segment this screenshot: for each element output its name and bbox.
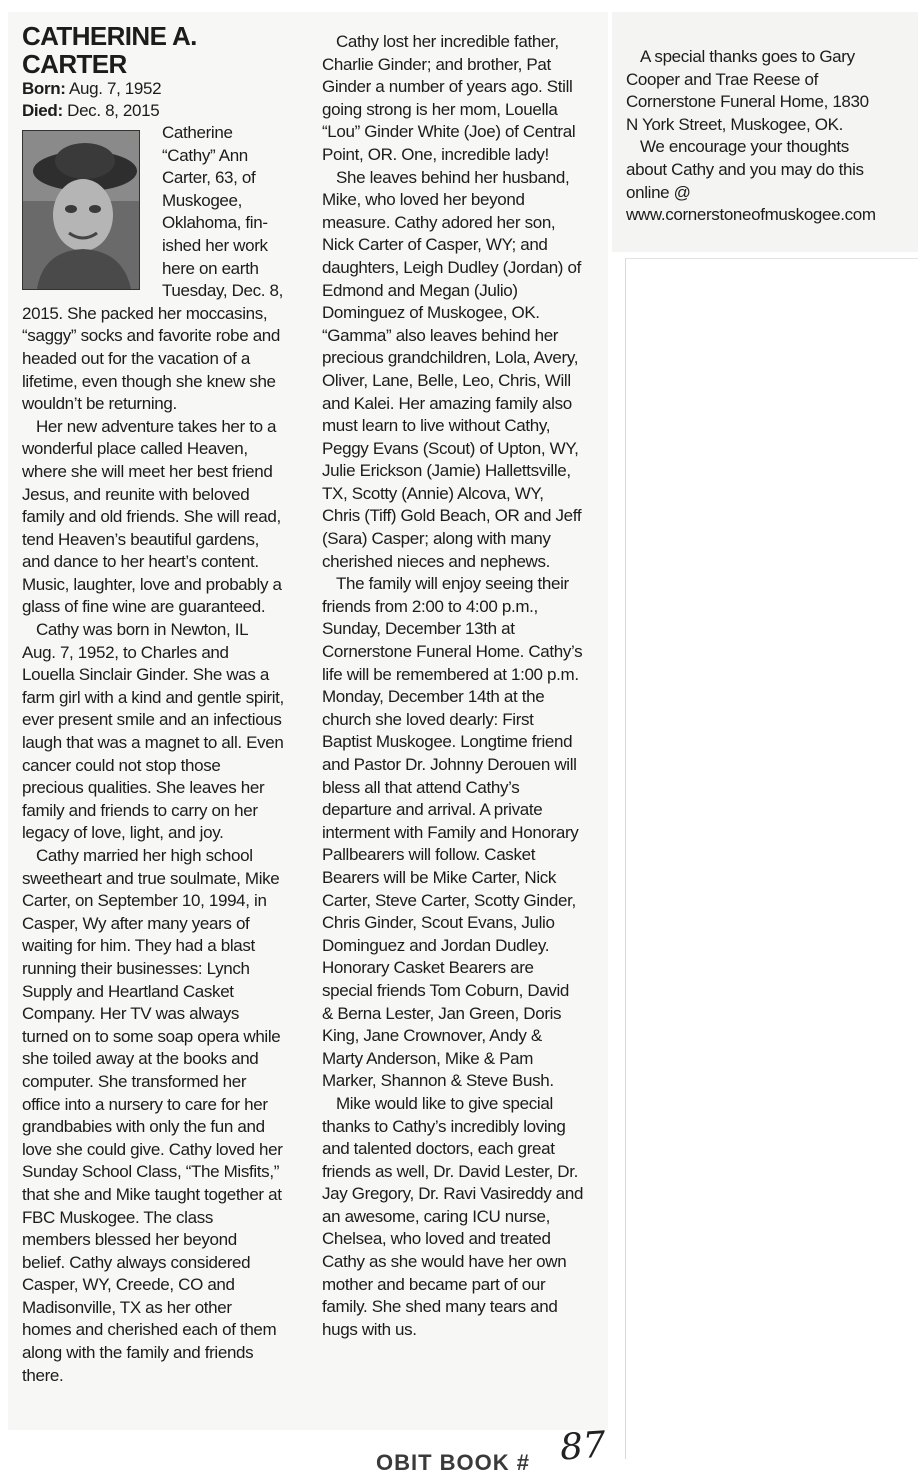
paragraph: We encourage your thoughts about Cathy and you may do this online @ www.cornerstoneofmuskogee.com bbox=[626, 137, 876, 225]
paragraph: Cathy married her high school sweetheart and true soulmate, Mike Carter, on September 10, 1994, in Casper, Wy after many years of waiting for him. They had a blast running their businesses: Lynch Supply and Heartland Casket Company. Her TV was always turned on to some soap opera while she toiled away at the books and computer. She transformed her office into a nursery to care for her grandbabies with only the fun and love she could give. Cathy loved her Sunday School Class, “The Misfits,” that she and Mike taught together at FBC Muskogee. The class members blessed her beyond belief. Cathy always considered Casper, WY, Creede, CO and Madisonville, TX as her other homes and cherished each of them along with the family and friends there. bbox=[22, 846, 283, 1385]
born-label: Born: bbox=[22, 79, 66, 98]
obit-book-label: OBIT BOOK # bbox=[376, 1450, 531, 1475]
paragraph: Her new adventure takes her to a wonderful place called Heaven, where she will meet her best friend Jesus, and reunite with beloved family and old friends. She will read, tend Heaven’s beautiful gardens, and dance to her heart’s content. Music, laughter, love and probably a glass of fine wine are guaranteed. bbox=[22, 416, 282, 617]
column-2 bbox=[322, 31, 584, 1341]
paragraph: A special thanks goes to Gary Cooper and Trae Reese of Cornerstone Funeral Home, 1830 N York Street, Muskogee, OK. bbox=[626, 47, 869, 134]
intro-line: here on earth bbox=[162, 258, 259, 278]
portrait-photo bbox=[22, 130, 140, 290]
portrait-image bbox=[23, 131, 139, 289]
intro-line: Oklahoma, fin- bbox=[162, 213, 268, 233]
intro-line: Catherine bbox=[162, 123, 233, 142]
paragraph: 2015. She packed her moccasins, “saggy” socks and favorite robe and headed out for the vacation of a lifetime, even though she knew she wouldn’t be returning. bbox=[22, 303, 281, 414]
paragraph: She leaves behind her husband, Mike, who loved her beyond measure. Cathy adored her son, Nick Carter of Casper, WY; and daughters, Leigh Dudley (Jordan) of Edmond and Megan (Julio) Dominguez of Muskogee, OK. “Gamma” also leaves behind her precious grandchildren, Lola, Avery, Oliver, Lane, Belle, Leo, Chris, Will and Kalei. Her amazing family also must learn to live without Cathy, Peggy Evans (Scout) of Upton, WY, Julie Erickson (Jamie) Hallettsville, TX, Scotty (Annie) Alcova, WY, Chris (Tiff) Gold Beach, OR and Jeff (Sara) Casper; along with many cherished nieces and nephews. bbox=[322, 167, 582, 571]
born-value: Aug. 7, 1952 bbox=[69, 79, 162, 98]
paragraph: Mike would like to give special thanks to Cathy’s incredibly loving and talented doctors, each great friends as well, Dr. David Lester, Dr. Jay Gregory, Dr. Ravi Vasireddy and an awesome, caring ICU nurse, Chelsea, who loved and treated Cathy as she would have her own mother and became part of our family. She shed many tears and hugs with us. bbox=[322, 1093, 584, 1339]
born-line bbox=[22, 78, 284, 100]
column-1 bbox=[22, 22, 284, 1387]
blank-paper-area bbox=[625, 258, 918, 1459]
handwritten-number: 87 bbox=[558, 1424, 608, 1469]
intro-line: Carter, 63, of bbox=[162, 168, 256, 188]
died-value: Dec. 8, 2015 bbox=[67, 101, 160, 120]
column-3 bbox=[626, 46, 882, 227]
obituary-name: CATHERINE A. CARTER bbox=[22, 21, 197, 79]
paragraph: Cathy was born in Newton, IL Aug. 7, 1952, to Charles and Louella Sinclair Ginder. She was a farm girl with a kind and gentle spirit, ever present smile and an infectious laugh that was a magnet to all. Even cancer could not stop those precious qualities. She leaves her family and friends to carry on her legacy of love, light, and joy. bbox=[22, 620, 284, 843]
intro-line: Muskogee, bbox=[162, 190, 243, 210]
intro-line: Tuesday, Dec. 8, bbox=[162, 281, 284, 301]
intro-line: “Cathy” Ann bbox=[162, 145, 248, 165]
intro-line: ished her work bbox=[162, 235, 268, 255]
paragraph: Cathy lost her incredible father, Charlie Ginder; and brother, Pat Ginder a number of years ago. Still going strong is her mom, Louella “Lou” Ginder White (Joe) of Central Point, OR. One, incredible lady! bbox=[322, 32, 576, 164]
died-line bbox=[22, 100, 284, 122]
died-label: Died: bbox=[22, 101, 63, 120]
paragraph: The family will enjoy seeing their friends from 2:00 to 4:00 p.m., Sunday, December 13th at Cornerstone Funeral Home. Cathy’s life will be remembered at 1:00 p.m. Monday, December 14th at the church she loved dearly: First Baptist Muskogee. Longtime friend and Pastor Dr. Johnny Derouen will bless all that attend Cathy’s departure and arrival. A private interment with Family and Honorary Pallbearers will follow. Casket Bearers will be Mike Carter, Nick Carter, Steve Carter, Scotty Ginder, Chris Ginder, Scout Evans, Julio Dominguez and Jordan Dudley. Honorary Casket Bearers are special friends Tom Coburn, David & Berna Lester, Jan Green, Doris King, Jane Crownover, Andy & Marty Anderson, Mike & Pam Marker, Shannon & Steve Bush. bbox=[322, 574, 583, 1091]
